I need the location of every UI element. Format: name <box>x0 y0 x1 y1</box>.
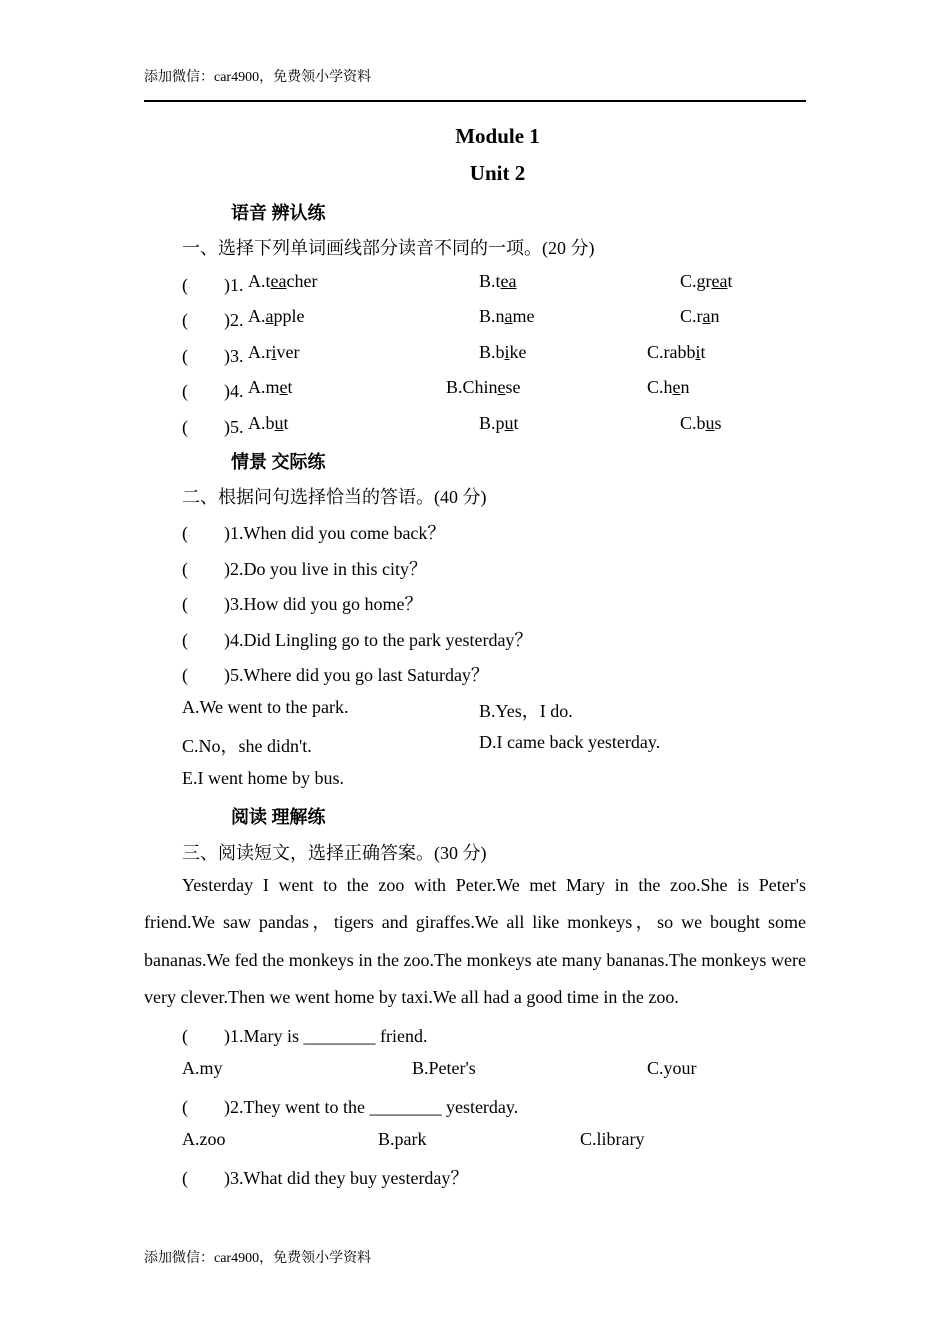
option-b: B.name <box>479 306 535 326</box>
q2-option-c: C.library <box>580 1129 645 1149</box>
option-c: C.bus <box>680 413 722 433</box>
question-1: ( )1.When did you come back？ <box>182 523 446 543</box>
reading-passage: Yesterday I went to the zoo with Peter.We met Mary in the zoo.She is Peter's friend.We saw pandas，tigers and giraffes.We all like monkeys，so we bought some bananas.We fed the monkeys in the zoo.The monkeys ate many bananas.The monkeys were very clever.Then we went home by taxi.We all had a good time in the zoo. <box>144 875 806 1007</box>
section1-label: 语音 辨认练 <box>231 203 326 223</box>
q2-option-b: B.park <box>378 1129 427 1149</box>
footer-note: 添加微信：car4900，免费领小学资料 <box>144 1251 372 1266</box>
option-c: C.hen <box>647 377 690 397</box>
option-b: B.bike <box>479 342 527 362</box>
q1-option-c: C.your <box>647 1058 697 1078</box>
option-c: C.rabbit <box>647 342 706 362</box>
reading-question-3: ( )3.What did they buy yesterday？ <box>182 1168 469 1188</box>
section3-label: 阅读 理解练 <box>231 807 326 827</box>
answer-e: E.I went home by bus. <box>182 768 344 788</box>
answer-d: D.I came back yesterday. <box>479 732 661 752</box>
option-a: A.but <box>248 413 289 433</box>
section2-label: 情景 交际练 <box>231 452 326 472</box>
section1-heading: 一、选择下列单词画线部分读音不同的一项。(20 分) <box>182 238 595 258</box>
q1-option-a: A.my <box>182 1058 223 1078</box>
question-3: ( )3.How did you go home？ <box>182 594 423 614</box>
answer-a: A.We went to the park. <box>182 697 349 717</box>
item-number: ( )2. <box>182 310 244 330</box>
question-4: ( )4.Did Lingling go to the park yesterday？ <box>182 630 533 650</box>
option-a: A.apple <box>248 306 305 326</box>
item-number: ( )1. <box>182 275 244 295</box>
item-number: ( )4. <box>182 381 244 401</box>
option-a: A.met <box>248 377 293 397</box>
section2-heading: 二、根据问句选择恰当的答语。(40 分) <box>182 487 487 507</box>
option-c: C.ran <box>680 306 720 326</box>
item-number: ( )5. <box>182 417 244 437</box>
module-title: Module 1 <box>455 124 540 148</box>
item-number: ( )3. <box>182 346 244 366</box>
q2-option-a: A.zoo <box>182 1129 226 1149</box>
header-note: 添加微信：car4900，免费领小学资料 <box>144 70 372 85</box>
option-a: A.teacher <box>248 271 318 291</box>
question-5: ( )5.Where did you go last Saturday？ <box>182 665 489 685</box>
header-rule <box>144 100 806 102</box>
answer-b: B.Yes，I do. <box>479 701 573 721</box>
option-b: B.put <box>479 413 519 433</box>
answer-c: C.No，she didn't. <box>182 736 312 756</box>
section3-heading: 三、阅读短文，选择正确答案。(30 分) <box>182 843 487 863</box>
reading-question-2: ( )2.They went to the ________ yesterday. <box>182 1097 519 1117</box>
option-b: B.Chinese <box>446 377 521 397</box>
option-b: B.tea <box>479 271 517 291</box>
reading-question-1: ( )1.Mary is ________ friend. <box>182 1026 428 1046</box>
unit-title: Unit 2 <box>469 161 526 185</box>
q1-option-b: B.Peter's <box>412 1058 476 1078</box>
question-2: ( )2.Do you live in this city？ <box>182 559 427 579</box>
option-c: C.great <box>680 271 733 291</box>
option-a: A.river <box>248 342 300 362</box>
